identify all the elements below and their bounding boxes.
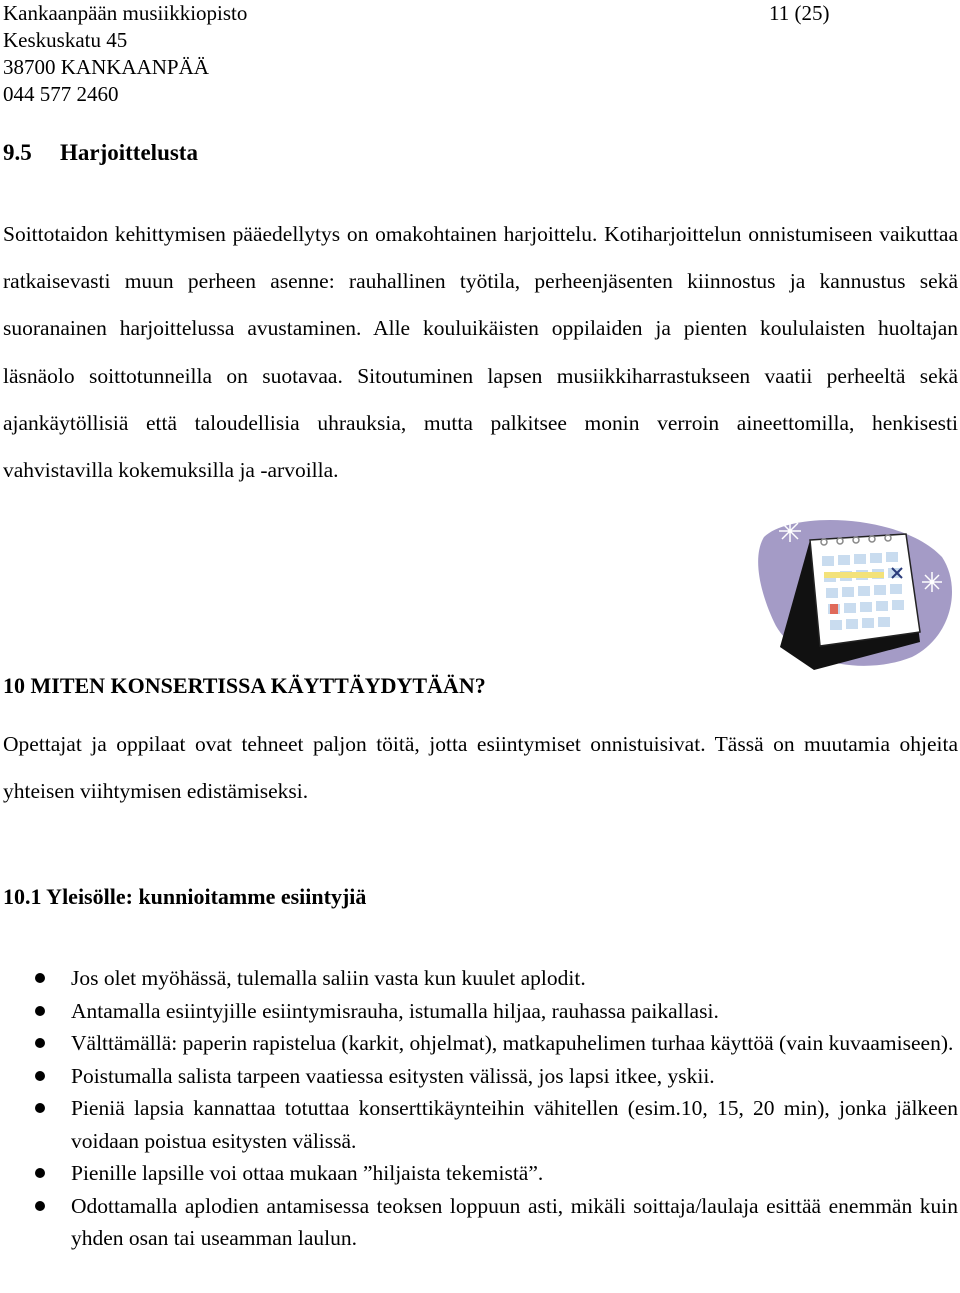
list-item <box>0 1027 960 1060</box>
bullet-icon <box>35 1071 45 1081</box>
list-item-text: Antamalla esiintyjille esiintymisrauha, istumalla hiljaa, rauhassa paikallasi. <box>71 998 719 1023</box>
phone-number: 044 577 2460 <box>3 82 119 106</box>
street-address: Keskuskatu 45 <box>3 28 128 52</box>
bullet-icon <box>35 1168 45 1178</box>
list-item <box>0 1157 960 1190</box>
list-item <box>0 962 960 995</box>
school-name: Kankaanpään musiikkiopisto <box>3 1 248 25</box>
section-heading-10-1: 10.1 Yleisölle: kunnioitamme esiintyjiä <box>3 884 367 909</box>
list-item <box>0 995 960 1028</box>
list-item-text: Pienille lapsille voi ottaa mukaan ”hiljaista tekemistä”. <box>71 1161 544 1185</box>
list-item-text: Jos olet myöhässä, tulemalla saliin vasta kun kuulet aplodit. <box>71 966 586 990</box>
list-item <box>0 1060 960 1093</box>
calendar-highlight-bar <box>824 572 884 578</box>
bullet-icon <box>35 1006 45 1016</box>
document-header <box>3 0 247 108</box>
section-title: Harjoittelusta <box>60 140 198 165</box>
bullet-icon <box>35 1038 45 1048</box>
postal-city: 38700 KANKAANPÄÄ <box>3 55 209 79</box>
bullet-icon <box>35 1103 45 1113</box>
section-heading-9-5 <box>3 140 198 166</box>
section-number: 9.5 <box>3 140 32 165</box>
list-item <box>0 1190 960 1255</box>
section-heading-10: 10 MITEN KONSERTISSA KÄYTTÄYDYTÄÄN? <box>3 673 486 698</box>
list-item-text: Välttämällä: paperin rapistelua (karkit, ohjelmat), matkapuhelimen turhaa käyttöä (vain kuvaamiseen). <box>71 1031 954 1055</box>
list-item <box>0 1092 960 1157</box>
practice-paragraph: Soittotaidon kehittymisen pääedellytys on omakohtainen harjoittelu. Kotiharjoittelun onnistumiseen vaikuttaa ratkaisevasti muun perheen asenne: rauhallinen työtila, perheenjäsenten kiinnostus ja kannustus sekä suoranainen harjoittelussa avustaminen. Alle kouluikäisten oppilaiden ja pienten koululaisten huoltajan läsnäolo soittotunneilla on suotavaa. Sitoutuminen lapsen musiikkiharrastukseen vaatii perheeltä sekä ajankäytöllisiä että taloudellisia uhrauksia, mutta palkitsee monin verroin aineettomilla, henkisesti vahvistavilla kokemuksilla ja -arvoilla. <box>3 222 958 483</box>
list-item-text: Odottamalla aplodien antamisessa teoksen loppuun asti, mikäli soittaja/laulaja esittää enemmän kuin yhden osan tai useamman laulun. <box>71 1193 958 1250</box>
audience-guidelines-list <box>0 962 960 1255</box>
bullet-icon <box>35 973 45 983</box>
desk-calendar-icon <box>752 512 960 674</box>
list-item-text: Pieniä lapsia kannattaa totuttaa konserttikäynteihin vähitellen (esim.10, 15, 20 min), jonka jälkeen voidaan poistua esitysten välissä. <box>71 1096 958 1153</box>
page-number: 11 (25) <box>769 1 830 25</box>
list-item-text: Poistumalla salista tarpeen vaatiessa esitysten välissä, jos lapsi itkee, yskii. <box>71 1063 715 1088</box>
concert-intro-paragraph: Opettajat ja oppilaat ovat tehneet paljon töitä, jotta esiintymiset onnistuisivat. Tässä on muutamia ohjeita yhteisen viihtymisen edistämiseksi. <box>3 732 958 804</box>
bullet-icon <box>35 1201 45 1211</box>
calendar-note-mark <box>830 604 838 614</box>
